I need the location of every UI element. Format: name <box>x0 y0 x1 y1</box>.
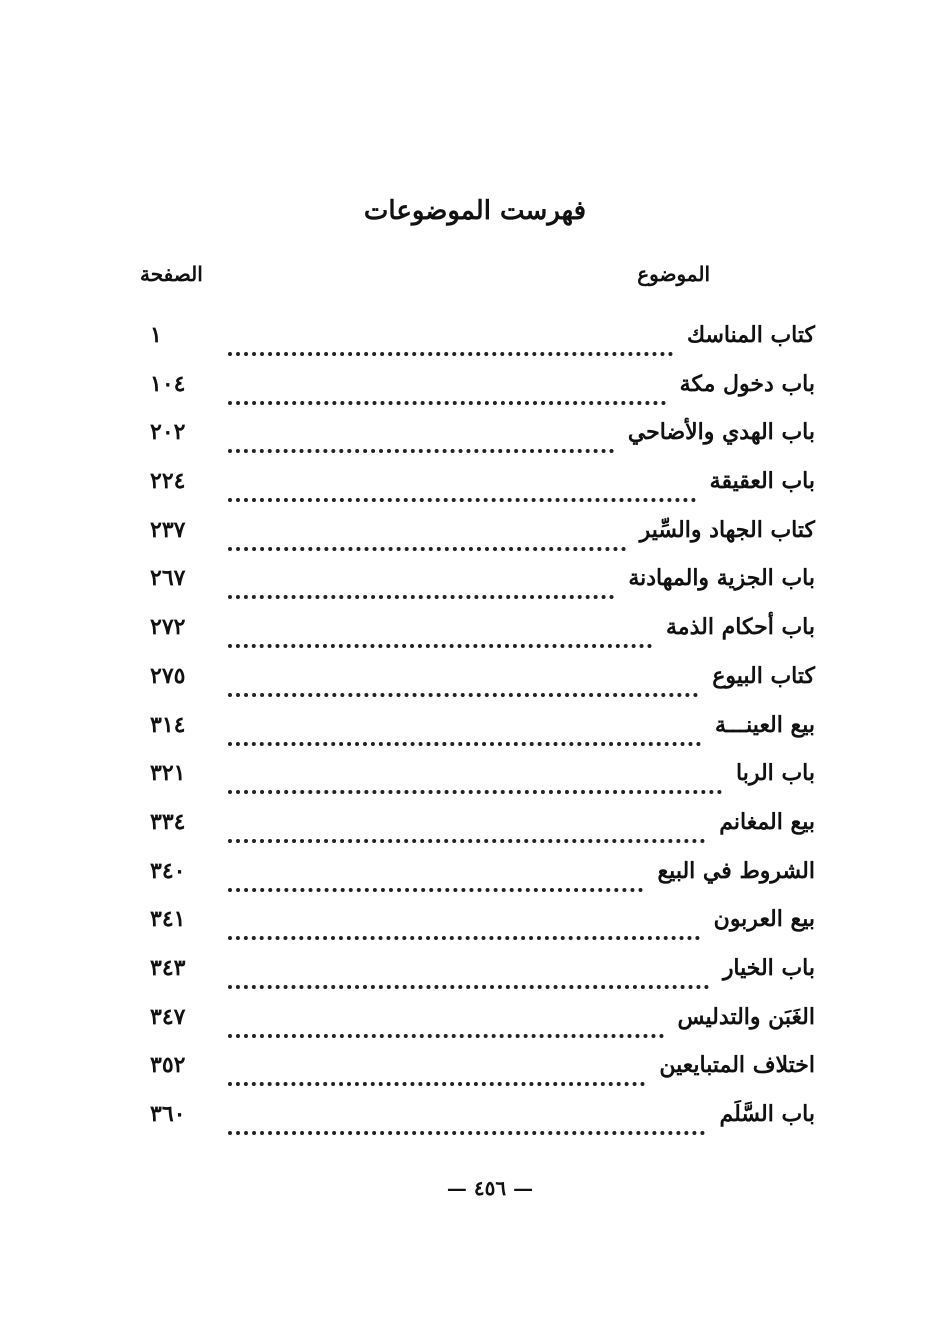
toc-topic: باب السَّلَم <box>719 1101 815 1127</box>
dot-leader <box>228 819 705 843</box>
toc-row <box>150 854 815 903</box>
toc-page-number: ٢٠٢ <box>150 419 186 446</box>
toc-row <box>150 318 815 367</box>
toc-topic: كتاب البيوع <box>712 662 815 689</box>
toc-row <box>150 659 815 708</box>
toc-topic: كتاب الجهاد والسِّير <box>639 516 815 543</box>
dot-leader <box>228 478 696 502</box>
toc-topic: باب الخيار <box>722 954 815 981</box>
toc-topic: الشروط في البيع <box>657 857 815 884</box>
dot-leader <box>228 770 722 794</box>
toc-page-number: ٣١٤ <box>150 711 186 738</box>
toc-page-number: ٣٤١ <box>150 906 186 933</box>
dot-leader <box>228 332 673 356</box>
toc-row <box>150 561 815 610</box>
toc-row <box>150 367 815 416</box>
dot-leader <box>228 1062 645 1086</box>
toc-row <box>150 708 815 757</box>
toc-page-number: ٢٦٧ <box>150 565 186 592</box>
toc-page-number: ٣٦٠ <box>150 1101 186 1127</box>
toc-page-number: ٣٥٢ <box>150 1052 186 1079</box>
dot-leader <box>228 868 643 892</box>
toc-page-number: ٢٣٧ <box>150 516 186 543</box>
toc-page-number: ٣٣٤ <box>150 808 186 835</box>
toc-page-number: ٣٤٠ <box>150 857 186 884</box>
toc-row <box>150 415 815 464</box>
toc-row <box>150 1048 815 1097</box>
dot-leader <box>228 575 614 599</box>
toc-topic: بيع العينـــة <box>715 711 815 738</box>
toc-page-number: ١ <box>150 322 162 348</box>
toc-topic: باب العقيقة <box>709 468 815 495</box>
toc-page-number: ٢٧٥ <box>150 662 186 689</box>
dot-leader <box>228 673 698 697</box>
toc-topic: اختلاف المتبايعين <box>659 1052 815 1079</box>
toc-row <box>150 1097 815 1146</box>
page-title: فهرست الموضوعات <box>363 196 587 226</box>
toc-page-number: ١٠٤ <box>150 370 186 397</box>
toc-page-number: ٢٢٤ <box>150 468 186 495</box>
toc-row <box>150 464 815 513</box>
toc-row <box>150 1000 815 1049</box>
page-column-header: الصفحة <box>140 262 203 286</box>
dot-leader <box>228 965 709 989</box>
dot-leader <box>228 722 701 746</box>
dot-leader <box>228 429 614 453</box>
toc-topic: باب دخول مكة <box>679 370 815 397</box>
toc-page-number: ٢٧٢ <box>150 614 186 641</box>
page-number: — ٤٥٦ — <box>446 1176 534 1200</box>
toc-topic: باب الجزية والمهادنة <box>628 565 815 592</box>
toc-topic: بيع العربون <box>713 906 815 933</box>
dot-leader <box>228 624 652 648</box>
table-of-contents <box>150 318 815 1146</box>
toc-row <box>150 756 815 805</box>
dot-leader <box>228 1111 705 1135</box>
toc-topic: بيع المغانم <box>719 808 815 835</box>
dot-leader <box>228 381 666 405</box>
toc-topic: باب الهدي والأضاحي <box>627 419 815 446</box>
toc-row <box>150 513 815 562</box>
toc-page-number: ٣٤٣ <box>150 954 186 981</box>
toc-topic: كتاب المناسك <box>686 322 815 348</box>
toc-topic: باب أحكام الذمة <box>666 614 815 641</box>
toc-row <box>150 951 815 1000</box>
topic-column-header: الموضوع <box>637 262 710 286</box>
toc-page-number: ٣٤٧ <box>150 1003 186 1030</box>
dot-leader <box>228 916 700 940</box>
dot-leader <box>228 1014 664 1038</box>
toc-row <box>150 610 815 659</box>
toc-row <box>150 805 815 854</box>
toc-topic: الغَبَن والتدليس <box>677 1003 815 1030</box>
toc-page-number: ٣٢١ <box>150 760 186 787</box>
toc-topic: باب الربا <box>736 760 815 787</box>
toc-row <box>150 902 815 951</box>
dot-leader <box>228 527 626 551</box>
